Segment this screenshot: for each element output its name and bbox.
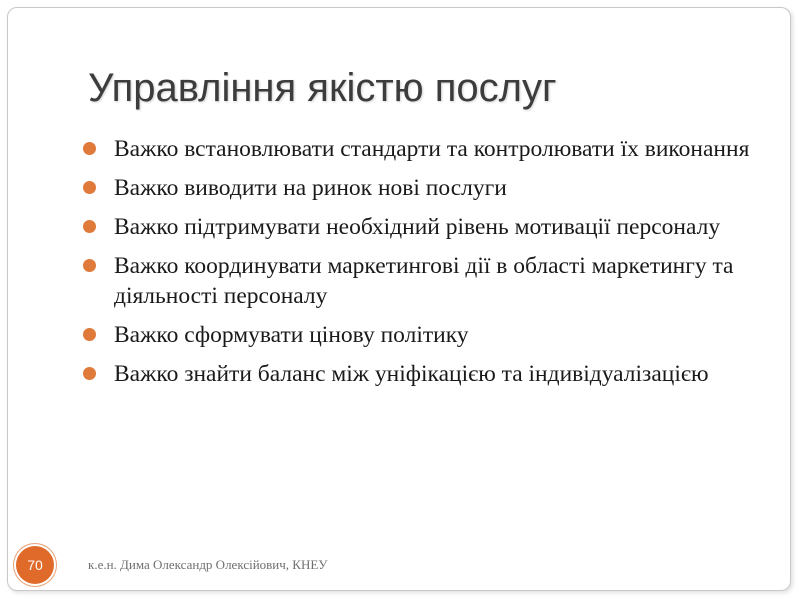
bullet-item: [82, 359, 762, 389]
bullet-list: [82, 134, 762, 398]
bullet-text: Важко встановлювати стандарти та контролювати їх виконання: [114, 136, 750, 162]
bullet-text: Важко сформувати цінову політику: [114, 322, 469, 348]
bullet-dot-icon: [83, 328, 96, 341]
bullet-item: [82, 173, 762, 203]
bullet-dot-icon: [83, 367, 96, 380]
bullet-dot-icon: [83, 220, 96, 233]
footer-author: к.е.н. Дима Олександр Олексійович, КНЕУ: [88, 557, 328, 572]
page-number-badge: 70: [16, 546, 54, 584]
bullet-text: Важко підтримувати необхідний рівень мотивації персоналу: [114, 214, 721, 240]
bullet-item: [82, 134, 762, 164]
bullet-dot-icon: [83, 142, 96, 155]
bullet-text: Важко знайти баланс між уніфікацією та індивідуалізацією: [114, 361, 709, 387]
bullet-item: [82, 212, 762, 242]
slide-title: Управління якістю послуг: [88, 66, 557, 110]
bullet-text: Важко виводити на ринок нові послуги: [114, 175, 507, 201]
bullet-item: [82, 320, 762, 350]
bullet-dot-icon: [83, 259, 96, 272]
bullet-dot-icon: [83, 181, 96, 194]
bullet-text: Важко координувати маркетингові дії в області маркетингу та діяльності персоналу: [114, 253, 734, 309]
bullet-item: [82, 251, 762, 311]
